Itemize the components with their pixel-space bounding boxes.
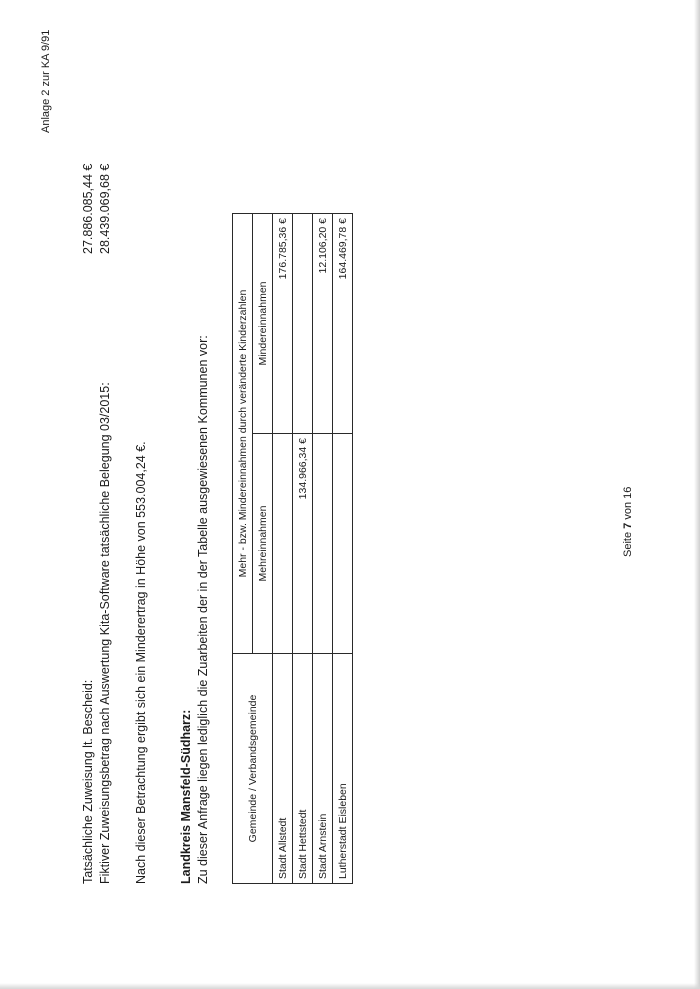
row-name: Stadt Hettstedt xyxy=(293,654,313,884)
scan-edge-bottom xyxy=(0,983,700,989)
page-number xyxy=(622,487,634,557)
row-less: 164.469,78 € xyxy=(333,214,353,434)
row-more xyxy=(273,434,293,654)
table-row xyxy=(273,214,293,884)
actual-allocation-label: Tatsächliche Zuweisung lt. Bescheid: xyxy=(81,679,95,884)
row-more: 134.966,34 € xyxy=(293,434,313,654)
table-header-row xyxy=(233,214,253,884)
table-row xyxy=(293,214,313,884)
table-row xyxy=(333,214,353,884)
annex-label: Anlage 2 zur KA 9/91 xyxy=(40,29,52,133)
scan-edge-right xyxy=(694,0,700,989)
row-less: 12.106,20 € xyxy=(313,214,333,434)
col-group-header: Mehr - bzw. Mindereinnahmen durch veränderte Kinderzahlen xyxy=(233,214,253,654)
row-name: Lutherstadt Eisleben xyxy=(333,654,353,884)
row-name: Stadt Allstedt xyxy=(273,654,293,884)
district-intro: Zu dieser Anfrage liegen lediglich die Zuarbeiten der in der Tabelle ausgewiesenen Kommunen vor: xyxy=(196,335,210,884)
row-more xyxy=(313,434,333,654)
page-prefix: Seite xyxy=(622,531,634,557)
result-text: Nach dieser Betrachtung ergibt sich ein Minderertrag in Höhe von 553.004,24 €. xyxy=(134,441,148,884)
col-more-header: Mehreinnahmen xyxy=(253,434,273,654)
col-municipality-header: Gemeinde / Verbandsgemeinde xyxy=(233,654,273,884)
page-sep: von xyxy=(622,501,634,520)
actual-allocation-value: 27.886.085,44 € xyxy=(81,163,95,254)
municipality-table xyxy=(232,213,353,884)
fictive-allocation-value: 28.439.069,68 € xyxy=(98,163,112,254)
row-less: 176.785,36 € xyxy=(273,214,293,434)
district-heading: Landkreis Mansfeld-Südharz: xyxy=(179,709,193,884)
col-less-header: Mindereinnahmen xyxy=(253,214,273,434)
fictive-allocation-label: Fiktiver Zuweisungsbetrag nach Auswertung Kita-Software tatsächliche Belegung 03/2015: xyxy=(98,382,112,884)
page-total: 16 xyxy=(622,486,634,499)
row-less xyxy=(293,214,313,434)
table-row xyxy=(313,214,333,884)
row-more xyxy=(333,434,353,654)
page-current: 7 xyxy=(622,522,634,529)
row-name: Stadt Arnstein xyxy=(313,654,333,884)
